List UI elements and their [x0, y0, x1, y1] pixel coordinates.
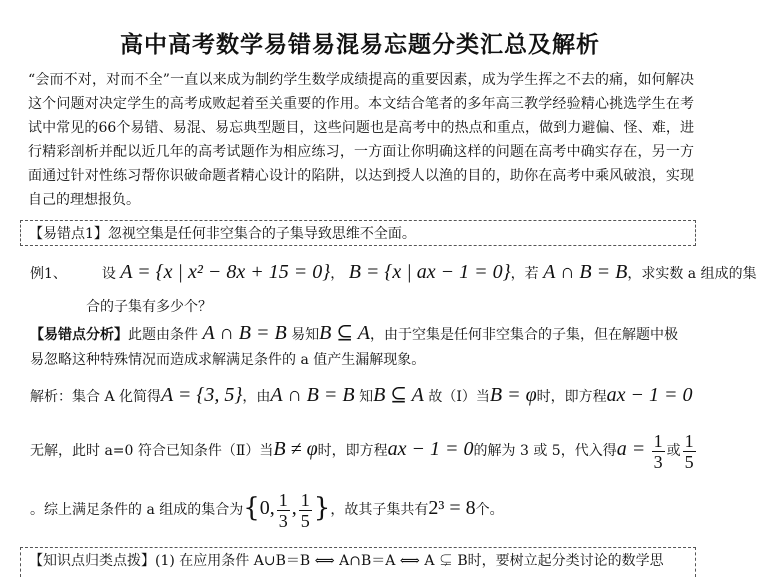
solution-line-2 — [30, 425, 698, 473]
set-comma: , — [291, 497, 297, 519]
fraction-numerator: 1 — [300, 489, 310, 510]
set-zero: 0, — [259, 497, 275, 519]
error-point-1-text: 【易错点1】忽视空集是任何非空集合的子集导致思维不全面。 — [29, 226, 416, 242]
example-condition-pre: ，若 — [510, 266, 539, 282]
fraction-numerator: 1 — [278, 489, 288, 510]
solution-formula-7: ax − 1 = 0 — [387, 438, 474, 460]
solution-text-11: 个。 — [475, 502, 504, 518]
fraction-one-fifth — [683, 431, 696, 472]
solution-formula-10: 2³ = 8 — [428, 497, 476, 519]
fraction-numerator: 1 — [653, 430, 663, 451]
solution-text-9: 。综上满足条件的 a 组成的集合为 — [30, 502, 244, 518]
solution-text-7: 时，即方程 — [317, 443, 388, 459]
solution-formula-5: ax − 1 = 0 — [606, 384, 693, 406]
solution-formula-4: B = φ — [489, 384, 537, 406]
solution-formula-1: A = {3, 5} — [161, 384, 243, 406]
fraction-denominator: 5 — [300, 510, 310, 531]
solution-formula-6: B ≠ φ — [273, 438, 318, 460]
set-fraction-one-fifth — [299, 490, 312, 531]
fraction-denominator: 3 — [278, 510, 288, 531]
solution-formula-2: A ∩ B = B — [270, 384, 355, 406]
page-title: 高中高考数学易错易混易忘题分类汇总及解析 — [120, 32, 600, 58]
example-set-word: 设 — [101, 266, 116, 282]
analysis-formula-1: A ∩ B = B — [202, 322, 287, 344]
solution-text-5: 时，即方程 — [536, 389, 607, 405]
analysis-text-3: ，由于空集是任何非空集合的子集，但在解题中极 — [369, 327, 678, 343]
example-question: ，求实数 a 组成的集 — [627, 266, 757, 282]
solution-text-10: ，故其子集共有 — [330, 502, 429, 518]
intro-paragraph: “会而不对，对而不全”一直以来成为制约学生数学成绩提高的重要因素，成为学生挥之不去的痛，如何解决这个问题对决定学生的高考成败起着至关重要的作用。本文结合笔者的多年高三教学经验精心挑选学生在考试中常见的66个易错、易混、易忘典型题目，这些问题也是高考中的热点和重点，做到力避偏、怪、难，进行精彩剖析并配以近几年的高考试题作为相应练习，一方面让你明确这样的问题在高考中确实存在，另一方面通过针对性练习帮你识破命题者精心设计的陷阱，以达到授人以渔的目的，助你在高考中乘风破浪，实现自己的理想报负。 — [28, 72, 694, 208]
solution-or: 或 — [666, 443, 681, 459]
solution-text-8: 的解为 3 或 5，代入得 — [473, 443, 617, 459]
analysis-formula-2: B ⊆ A — [319, 322, 370, 344]
solution-line-3 — [30, 484, 504, 532]
solution-text-6: 无解，此时 a=0 符合已知条件（Ⅱ）当 — [30, 443, 274, 459]
analysis-line-2: 易忽略这种特殊情况而造成求解满足条件的 a 值产生漏解现象。 — [30, 352, 426, 368]
set-b-formula: B = {x | ax − 1 = 0} — [348, 261, 511, 283]
fraction-numerator: 1 — [684, 430, 694, 451]
knowledge-point-text: 【知识点归类点拨】(1) 在应用条件 A∪B＝B ⟺ A∩B＝A ⟺ A ⊊ B时，要树立起分类讨论的数学思 — [29, 553, 664, 569]
analysis-line-1 — [30, 320, 678, 346]
set-a-formula: A = {x | x² − 8x + 15 = 0} — [120, 261, 331, 283]
solution-line-1 — [30, 380, 693, 410]
solution-text-2: ，由 — [242, 389, 271, 405]
analysis-text-2: 易知 — [291, 327, 320, 343]
left-brace-icon: { — [243, 493, 260, 523]
solution-text-4: 故（Ⅰ）当 — [428, 389, 490, 405]
example-label: 例1、 — [30, 266, 67, 282]
solution-text-3: 知 — [359, 389, 374, 405]
example-1-line — [30, 257, 757, 287]
solution-formula-3: B ⊆ A — [373, 384, 424, 406]
condition-formula: A ∩ B = B — [543, 261, 628, 283]
analysis-label: 【易错点分析】 — [30, 327, 128, 343]
solution-text-1: 解析：集合 A 化简得 — [30, 389, 162, 405]
solution-formula-8: a = — [616, 438, 646, 460]
knowledge-point-box — [20, 547, 696, 577]
fraction-one-third — [652, 431, 665, 472]
example-comma: ， — [330, 266, 345, 282]
set-fraction-one-third — [277, 490, 290, 531]
error-point-1-box — [20, 220, 696, 246]
analysis-text-1: 此题由条件 — [128, 327, 198, 343]
fraction-denominator: 3 — [653, 451, 663, 472]
fraction-denominator: 5 — [684, 451, 694, 472]
right-brace-icon: } — [313, 493, 331, 523]
example-1-line-2: 合的子集有多少个？ — [86, 299, 212, 315]
